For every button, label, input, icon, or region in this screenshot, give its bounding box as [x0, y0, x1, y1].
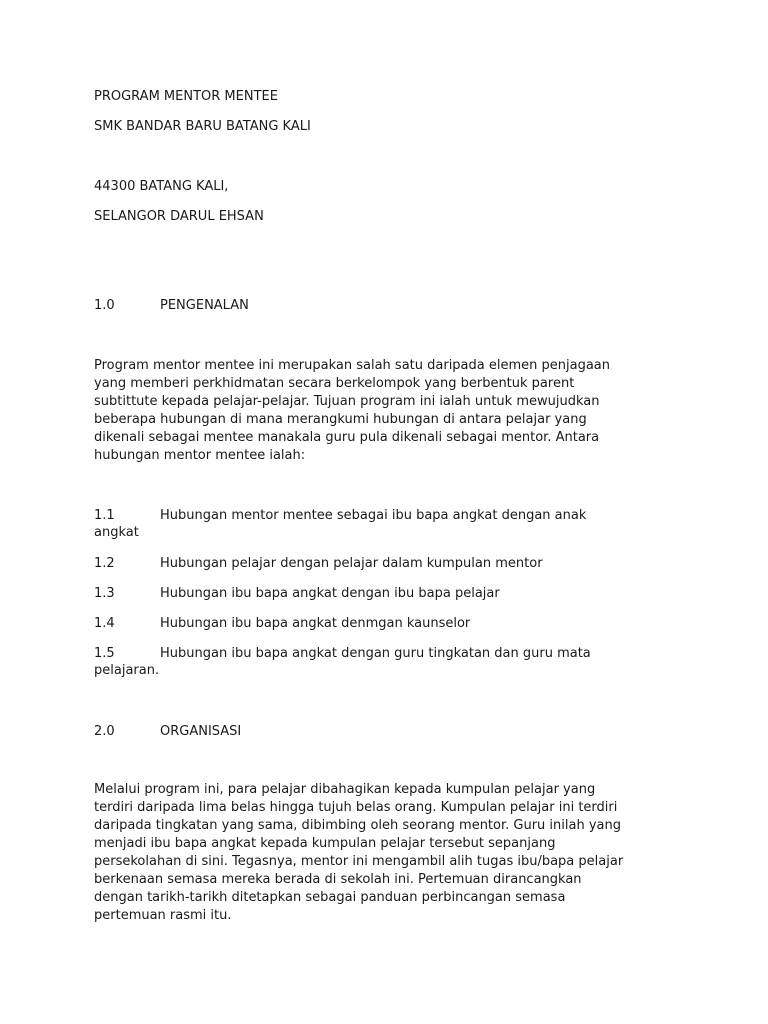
list-item-text: Hubungan mentor mentee sebagai ibu bapa angkat dengan anak [160, 508, 587, 523]
list-item [94, 645, 669, 679]
list-item [94, 585, 669, 602]
list-item-text: Hubungan ibu bapa angkat denmgan kaunselor [160, 616, 471, 631]
section-1-title: PENGENALAN [160, 298, 249, 313]
list-item-text: Hubungan ibu bapa angkat dengan ibu bapa pelajar [160, 586, 500, 601]
list-item [94, 555, 669, 572]
list-item-number: 1.2 [94, 556, 115, 571]
list-item-continuation: pelajaran. [94, 663, 160, 678]
section-1-paragraph: Program mentor mentee ini merupakan salah satu daripada elemen penjagaan yang memberi perkhidmatan secara berkelompok yang berbentuk parent subtittute kepada pelajar-pelajar. Tujuan program ini ialah untuk mewujudkan beberapa hubungan di mana merangkumi hubungan di antara pelajar yang dikenali sebagai mentee manakala guru pula dikenali sebagai mentor. Antara hubungan mentor mentee ialah: [94, 358, 611, 463]
list-item-number: 1.1 [94, 508, 115, 523]
section-2-paragraph: Melalui program ini, para pelajar dibahagikan kepada kumpulan pelajar yang terdiri daripada lima belas hingga tujuh belas orang. Kumpulan pelajar ini terdiri daripada tingkatan yang sama, dibimbing oleh seorang mentor. Guru inilah yang menjadi ibu bapa angkat kepada kumpulan pelajar tersebut sepanjang persekolahan di sini. Tegasnya, mentor ini mengambil alih tugas ibu/bapa pelajar berkenaan semasa mereka berada di sekolah ini. Pertemuan dirancangkan dengan tarikh-tarikh ditetapkan sebagai panduan perbincangan semasa pertemuan rasmi itu. [94, 782, 624, 923]
section-2-title: ORGANISASI [160, 724, 242, 739]
section-2-number: 2.0 [94, 724, 115, 739]
list-item-number: 1.5 [94, 646, 115, 661]
section-1-heading [94, 297, 669, 314]
header-state: SELANGOR DARUL EHSAN [94, 209, 264, 224]
list-item [94, 615, 669, 632]
list-item-number: 1.3 [94, 586, 115, 601]
list-item-text: Hubungan ibu bapa angkat dengan guru tingkatan dan guru mata [160, 646, 591, 661]
section-1-number: 1.0 [94, 298, 115, 313]
list-item-text: Hubungan pelajar dengan pelajar dalam kumpulan mentor [160, 556, 543, 571]
header-postcode-city: 44300 BATANG KALI, [94, 179, 229, 194]
list-item-continuation: angkat [94, 525, 139, 540]
list-item-number: 1.4 [94, 616, 115, 631]
section-2-heading [94, 723, 669, 740]
header-school-name: SMK BANDAR BARU BATANG KALI [94, 119, 311, 134]
list-item [94, 507, 669, 541]
header-program-title: PROGRAM MENTOR MENTEE [94, 89, 278, 104]
